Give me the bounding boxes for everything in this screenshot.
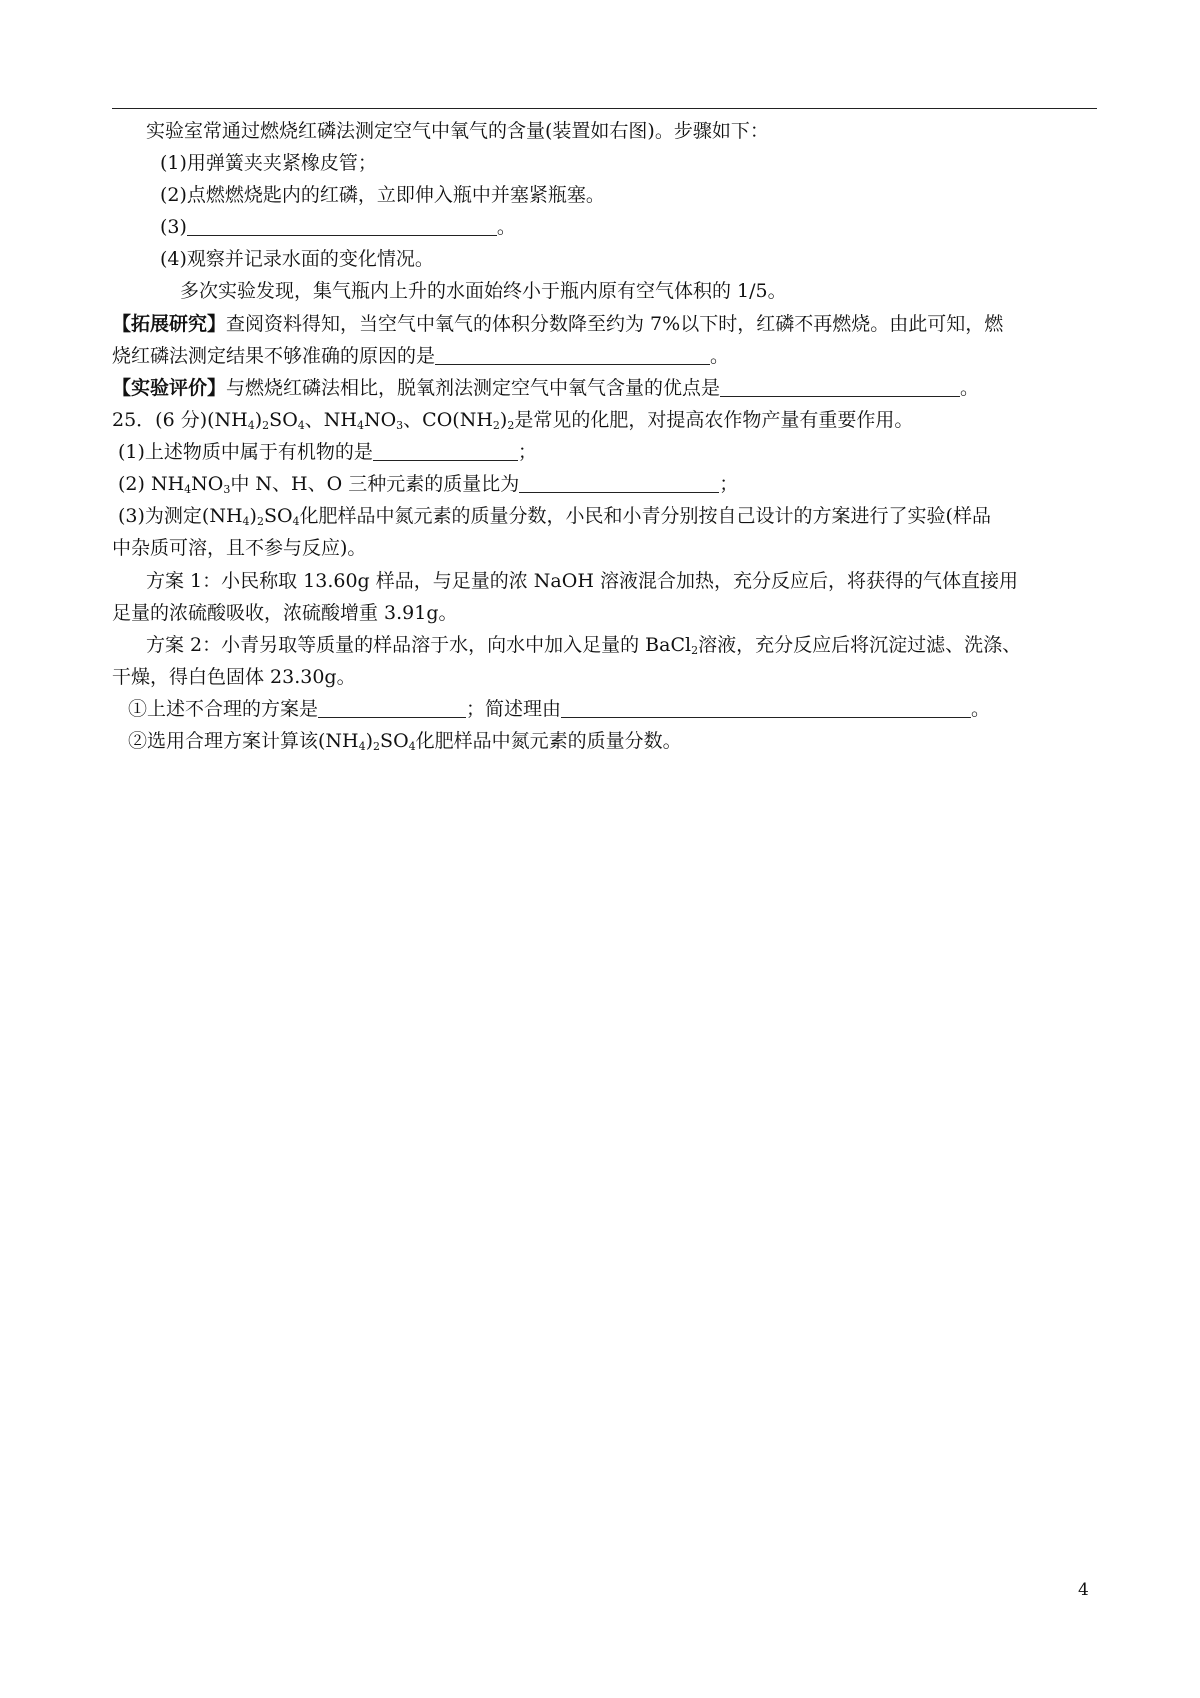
plan-1-line-1: 方案 1：小民称取 13.60g 样品，与足量的浓 NaOH 溶液混合加热，充分反应后，将获得的气体直接用 — [146, 570, 1018, 592]
evaluation-line: 【实验评价】与燃烧红磷法相比，脱氧剂法测定空气中氧气含量的优点是 。 — [112, 377, 980, 399]
part-1-blank[interactable] — [373, 440, 518, 461]
extension-line-1: 【拓展研究】查阅资料得知，当空气中氧气的体积分数降至约为 7%以下时，红磷不再燃烧。由此可知，燃 — [112, 313, 1004, 335]
extension-tag: 【拓展研究】 — [112, 313, 227, 335]
page-number: 4 — [1078, 1580, 1089, 1600]
plan-2-line-2: 干燥，得白色固体 23.30g。 — [112, 666, 356, 688]
q25-part-3: (3)为测定$(NH_4)_2SO_4$化肥样品中氮元素的质量分数，小民和小青分别按自己设计的方案进行了实验(样品 — [118, 505, 991, 528]
experiment-intro: 实验室常通过燃烧红磷法测定空气中氧气的含量(装置如右图)。步骤如下： — [146, 120, 769, 142]
step-2: (2)点燃燃烧匙内的红磷，立即伸入瓶中并塞紧瓶塞。 — [160, 184, 605, 206]
step-3: (3) 。 — [160, 216, 516, 238]
q25-part-2: (2) $NH_4NO_3$中 N、H、O 三种元素的质量比为 ； — [118, 473, 739, 496]
extension-blank[interactable] — [435, 344, 710, 365]
step-3-label: (3) — [160, 216, 187, 238]
step-3-blank[interactable] — [187, 215, 497, 236]
q25-intro: 25．(6 分)$(NH_4)_2SO_4$、$NH_4NO_3$、$CO(NH_2)_2$是常见的化肥，对提高农作物产量有重要作用。 — [112, 409, 914, 432]
step-4: (4)观察并记录水面的变化情况。 — [160, 248, 434, 270]
sub-question-1: ①上述不合理的方案是 ；简述理由 。 — [128, 698, 991, 720]
extension-line-2: 烧红磷法测定结果不够准确的原因的是 。 — [112, 345, 730, 367]
q25-part-1: (1)上述物质中属于有机物的是 ； — [118, 441, 537, 463]
sub-q1-plan-blank[interactable] — [318, 697, 466, 718]
part-2-blank[interactable] — [519, 472, 719, 493]
plan-2-line-1: 方案 2：小青另取等质量的样品溶于水，向水中加入足量的 BaCl$_2$溶液，充分反应后将沉淀过滤、洗涤、 — [146, 634, 1022, 657]
q25-part-3-line-2: 中杂质可溶，且不参与反应)。 — [112, 537, 367, 559]
finding: 多次实验发现，集气瓶内上升的水面始终小于瓶内原有空气体积的 1/5。 — [180, 280, 787, 302]
evaluation-tag: 【实验评价】 — [112, 377, 227, 399]
evaluation-blank[interactable] — [720, 376, 960, 397]
plan-1-line-2: 足量的浓硫酸吸收，浓硫酸增重 3.91g。 — [112, 602, 458, 624]
header-rule — [112, 108, 1097, 109]
sub-question-2: ②选用合理方案计算该$(NH_4)_2SO_4$化肥样品中氮元素的质量分数。 — [128, 730, 682, 753]
sub-q1-reason-blank[interactable] — [561, 697, 971, 718]
q25-number: 25．(6 分) — [112, 409, 208, 431]
step-1: (1)用弹簧夹夹紧橡皮管； — [160, 152, 377, 174]
